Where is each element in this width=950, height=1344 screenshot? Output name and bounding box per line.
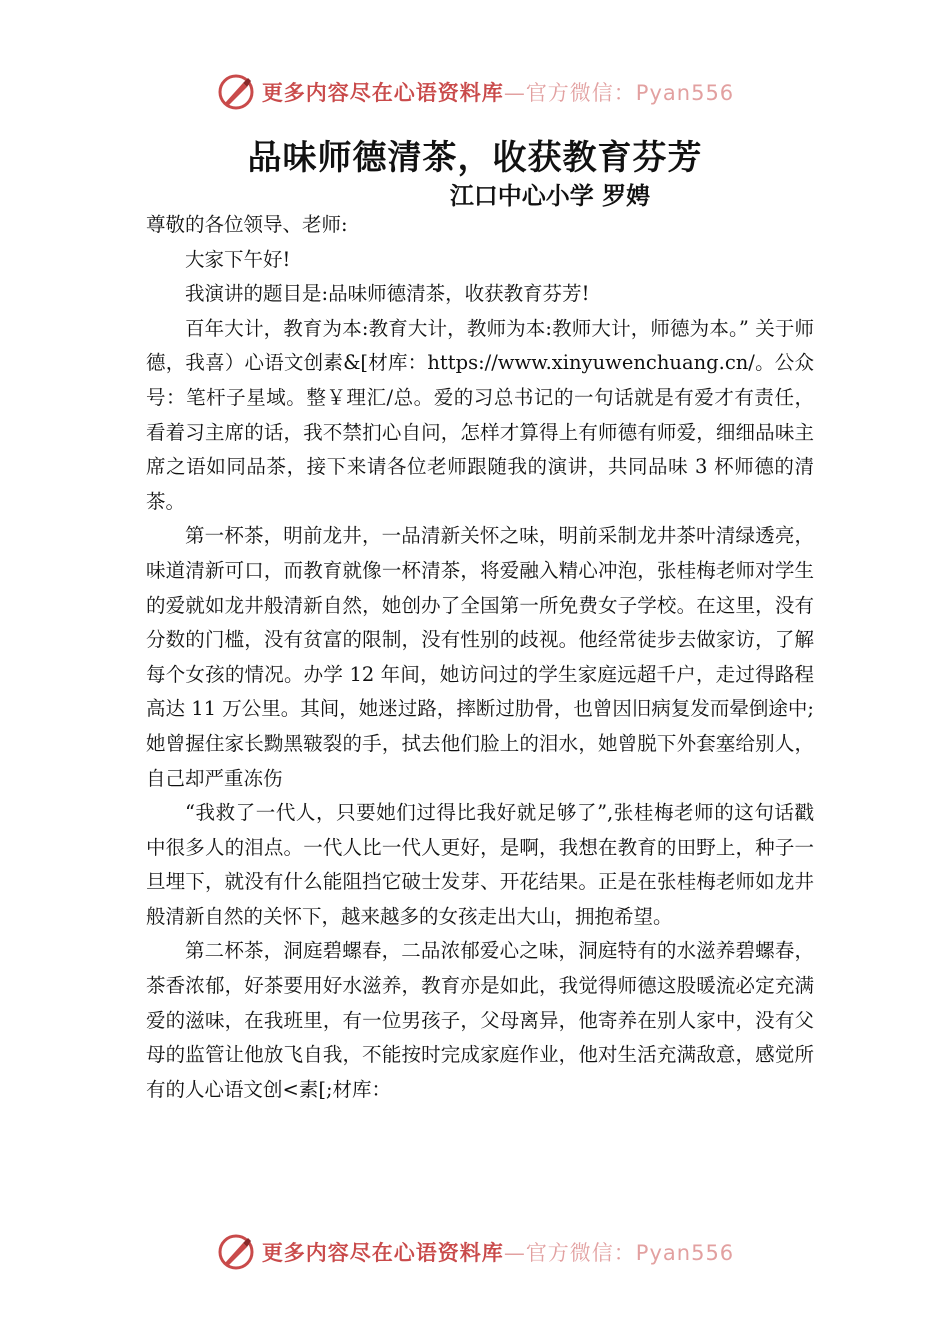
pen-circle-logo-icon (216, 1232, 256, 1272)
watermark-banner-bottom (0, 1232, 950, 1272)
pen-circle-logo-icon (216, 72, 256, 112)
body-paragraph: 第二杯茶，洞庭碧螺春，二品浓郁爱心之味，洞庭特有的水滋养碧螺春，茶香浓郁，好茶要用好水滋养，教育亦是如此，我觉得师德这股暖流必定充满爱的滋味，在我班里，有一位男孩子，父母离异，他寄养在别人家中，没有父母的监管让他放飞自我，不能按时完成家庭作业，他对生活充满敌意，感觉所有的人心语文创<素[;材库： (146, 939, 814, 1101)
body-paragraph: “我救了一代人，只要她们过得比我好就足够了”,张桂梅老师的这句话戳中很多人的泪点。一代人比一代人更好，是啊，我想在教育的田野上，种子一旦埋下，就没有什么能阻挡它破士发芽、开花结果。正是在张桂梅老师如龙井般清新自然的关怀下，越来越多的女孩走出大山，拥抱希望。 (146, 801, 814, 928)
body-paragraph: 百年大计，教育为本:教育大计，教师为本:教师大计，师德为本。” 关于师德，我喜）心语文创素&[材库：https://www.xinyuwenchuang.cn/。公众号：笔杆子星域。整￥理汇/总。爱的习总书记的一句话就是有爱才有责任，看着习主席的话，我不禁扪心自问，怎样才算得上有师德有师爱，细细品味主席之语如同品茶，接下来请各位老师跟随我的演讲，共同品味 3 杯师德的清茶。 (146, 316, 814, 513)
greeting: 大家下午好! (185, 247, 291, 271)
body-paragraph: 第一杯茶，明前龙井，一品清新关怀之味，明前采制龙井茶叶清绿透亮，味道清新可口，而教育就像一杯清茶，将爱融入精心冲泡，张桂梅老师对学生的爱就如龙井般清新自然，她创办了全国第一所免费女子学校。在这里，没有分数的门槛，没有贫富的限制，没有性别的歧视。他经常徒步去做家访，了解每个女孩的情况。办学 12 年间，她访问过的学生家庭远超千户，走过得路程高达 11 万公里。其间，她迷过路，摔断过肋骨，也曾因旧病复发而晕倒途中;她曾握住家长黝黑皲裂的手，拭去他们脸上的泪水，她曾脱下外套塞给别人，自己却严重冻伤 (146, 524, 814, 790)
document-author: 江口中心小学 罗娉 (449, 182, 651, 210)
speech-topic: 我演讲的题目是:品味师德清茶，收获教育芬芳! (185, 282, 590, 306)
document-body (146, 208, 814, 1107)
watermark-text: 更多内容尽在心语资料库—官方微信：Pyan556 (261, 81, 735, 105)
watermark-text: 更多内容尽在心语资料库—官方微信：Pyan556 (261, 1241, 735, 1265)
document-title: 品味师德清茶，收获教育芬芳 (247, 138, 703, 178)
salutation: 尊敬的各位领导、老师: (146, 213, 348, 236)
watermark-banner-top (0, 72, 950, 112)
